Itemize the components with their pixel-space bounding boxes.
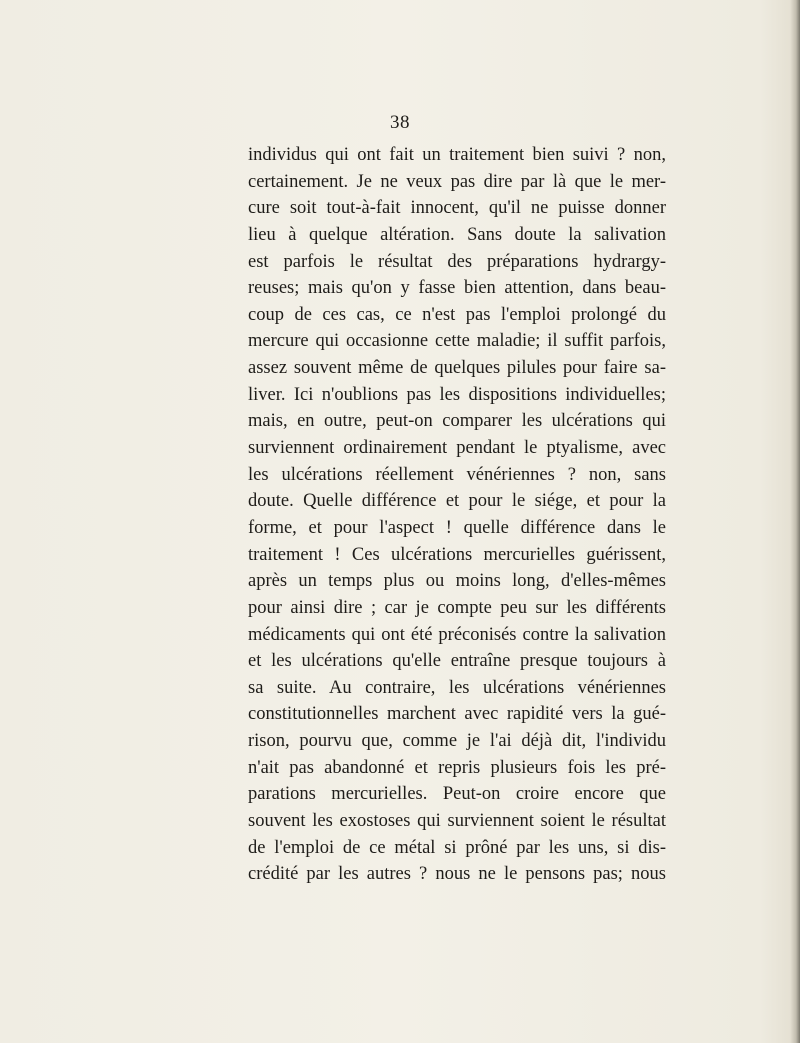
text-line: doute. Quelle différence et pour le siége, et pour la (248, 491, 666, 512)
page-number: 38 (390, 112, 410, 133)
text-line: pour ainsi dire ; car je compte peu sur les différents (248, 597, 666, 618)
text-line: les ulcérations réellement vénériennes ? non, sans (248, 464, 666, 485)
text-line: reuses; mais qu'on y fasse bien attention, dans beau- (248, 278, 666, 299)
text-line: et les ulcérations qu'elle entraîne presque toujours à (248, 651, 666, 672)
text-line: mais, en outre, peut-on comparer les ulcérations qui (248, 411, 666, 432)
text-line: traitement ! Ces ulcérations mercurielles guérissent, (248, 544, 666, 565)
text-line: mercure qui occasionne cette maladie; il suffit parfois, (248, 331, 666, 352)
text-line: assez souvent même de quelques pilules pour faire sa- (248, 358, 666, 379)
body-text (248, 142, 666, 888)
text-line: après un temps plus ou moins long, d'elles-mêmes (248, 571, 666, 592)
page-edge-shadow (790, 0, 800, 1043)
text-line: surviennent ordinairement pendant le ptyalisme, avec (248, 438, 666, 459)
text-line: forme, et pour l'aspect ! quelle différence dans le (248, 517, 666, 538)
text-line: individus qui ont fait un traitement bien suivi ? non, (248, 145, 666, 165)
text-line: parations mercurielles. Peut-on croire encore que (248, 784, 666, 805)
text-line: de l'emploi de ce métal si prôné par les uns, si dis- (248, 837, 666, 858)
text-line: n'ait pas abandonné et repris plusieurs fois les pré- (248, 757, 666, 778)
text-line: lieu à quelque altération. Sans doute la salivation (248, 224, 666, 245)
text-line: souvent les exostoses qui surviennent soient le résultat (248, 811, 666, 832)
text-line: est parfois le résultat des préparations hydrargy- (248, 251, 666, 272)
text-line: constitutionnelles marchent avec rapidité vers la gué- (248, 704, 666, 725)
text-line: crédité par les autres ? nous ne le pensons pas; nous (248, 864, 666, 885)
text-line: cure soit tout-à-fait innocent, qu'il ne puisse donner (248, 198, 666, 219)
text-line: sa suite. Au contraire, les ulcérations vénériennes (248, 677, 666, 698)
text-line: coup de ces cas, ce n'est pas l'emploi prolongé du (248, 304, 666, 325)
text-line: rison, pourvu que, comme je l'ai déjà dit, l'individu (248, 731, 666, 752)
text-line: médicaments qui ont été préconisés contre la salivation (248, 624, 666, 645)
text-line: certainement. Je ne veux pas dire par là que le mer- (248, 171, 666, 192)
text-line: liver. Ici n'oublions pas les dispositions individuelles; (248, 384, 666, 405)
